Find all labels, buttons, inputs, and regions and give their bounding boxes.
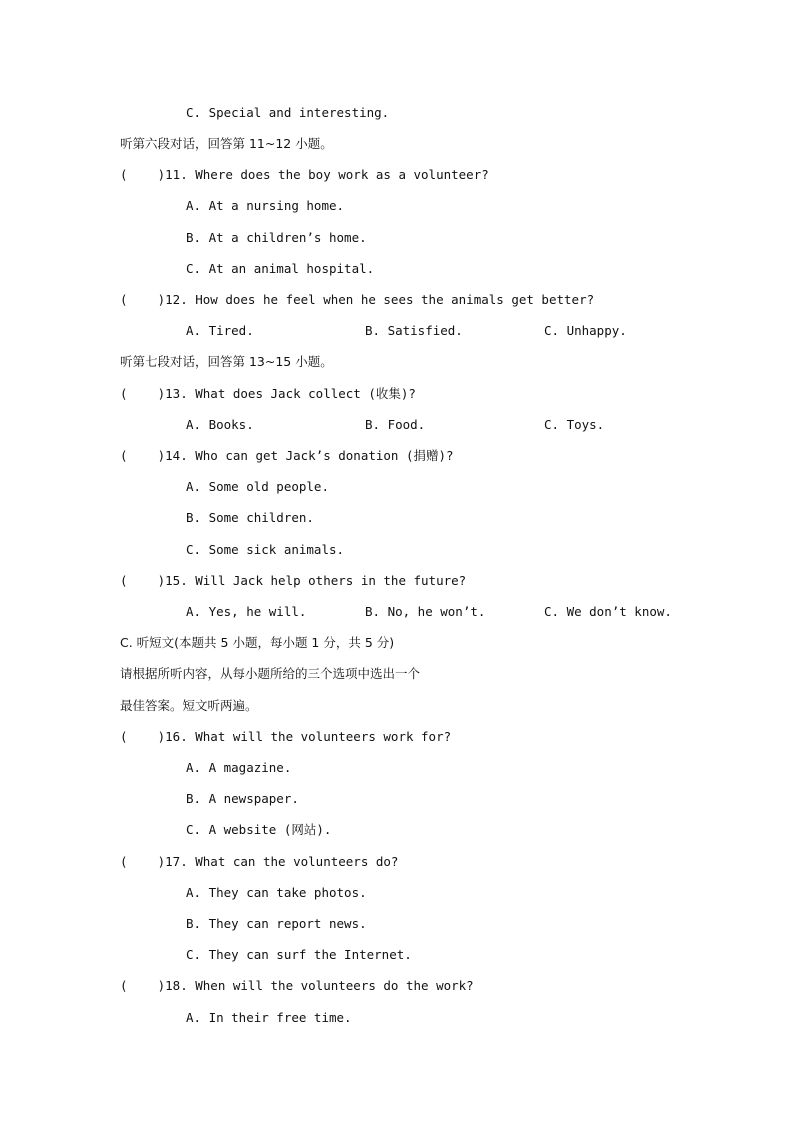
option-c: C. We don’t know.: [544, 604, 672, 619]
instruction-text: 请根据所听内容，从每小题所给的三个选项中选出一个: [120, 666, 421, 681]
option-line: B. They can report news.: [186, 916, 367, 931]
question-11: ( )11. Where does the boy work as a volunteer?: [120, 167, 489, 182]
option-a: A. Books.: [186, 417, 254, 432]
question-13: ( )13. What does Jack collect (收集)?: [120, 386, 416, 401]
option-b: B. Satisfied.: [365, 323, 463, 338]
section-heading: 听第七段对话，回答第 13~15 小题。: [120, 354, 333, 369]
option-line: A. A magazine.: [186, 760, 292, 775]
section-heading: 听第六段对话，回答第 11~12 小题。: [120, 136, 333, 151]
option-a: A. Yes, he will.: [186, 604, 307, 619]
section-heading: C. 听短文(本题共 5 小题，每小题 1 分，共 5 分): [120, 635, 395, 650]
option-line: C. At an animal hospital.: [186, 261, 375, 276]
question-16: ( )16. What will the volunteers work for?: [120, 729, 452, 744]
question-15: ( )15. Will Jack help others in the future?: [120, 573, 467, 588]
option-line: A. At a nursing home.: [186, 198, 345, 213]
option-line: C. Special and interesting.: [186, 105, 390, 120]
option-b: B. No, he won’t.: [365, 604, 486, 619]
option-line: C. They can surf the Internet.: [186, 947, 412, 962]
option-c: C. Toys.: [544, 417, 605, 432]
option-b: B. Food.: [365, 417, 426, 432]
option-line: C. Some sick animals.: [186, 542, 345, 557]
option-a: A. Tired.: [186, 323, 254, 338]
option-line: B. At a children’s home.: [186, 230, 367, 245]
instruction-text: 最佳答案。短文听两遍。: [120, 698, 258, 713]
option-c: C. Unhappy.: [544, 323, 627, 338]
question-12: ( )12. How does he feel when he sees the animals get better?: [120, 292, 595, 307]
option-line: A. In their free time.: [186, 1010, 352, 1025]
option-line: B. Some children.: [186, 510, 314, 525]
option-line: B. A newspaper.: [186, 791, 299, 806]
option-line: A. Some old people.: [186, 479, 329, 494]
question-14: ( )14. Who can get Jack’s donation (捐赠)?: [120, 448, 454, 463]
option-line: C. A website (网站).: [186, 822, 332, 837]
question-18: ( )18. When will the volunteers do the work?: [120, 978, 474, 993]
question-17: ( )17. What can the volunteers do?: [120, 854, 399, 869]
option-line: A. They can take photos.: [186, 885, 367, 900]
